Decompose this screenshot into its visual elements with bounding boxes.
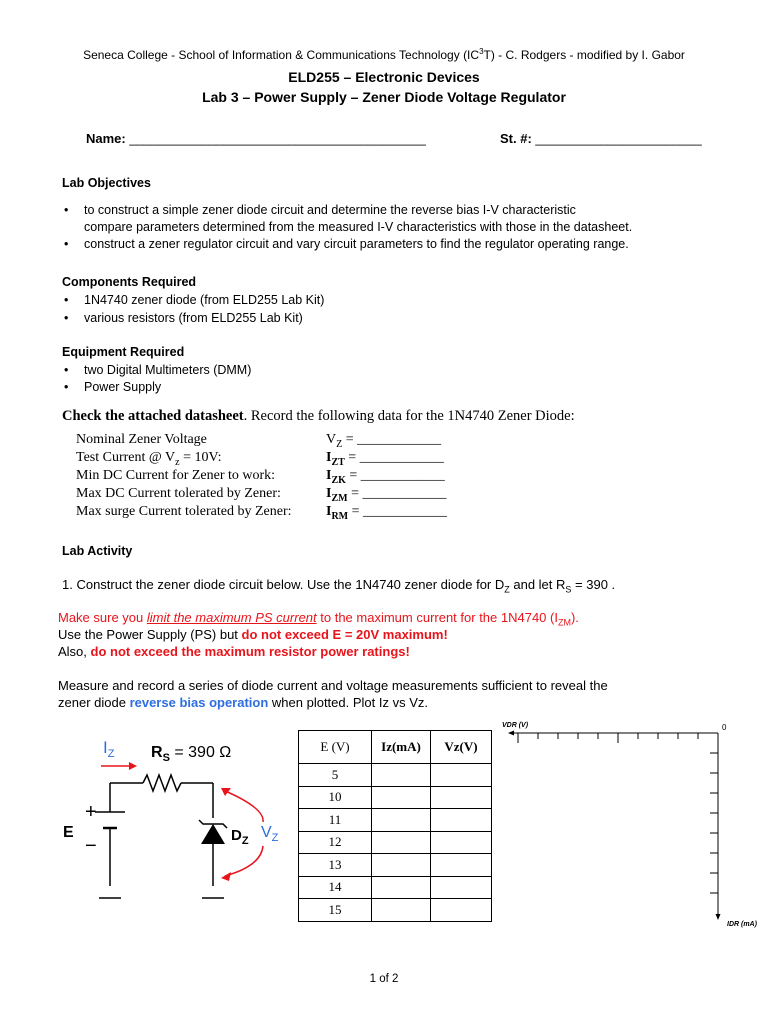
table-row: 13 (299, 854, 492, 877)
zener-diode-symbol (201, 824, 225, 844)
plus-sign: + (85, 801, 97, 823)
datasheet-row: Max DC Current tolerated by Zener: $I_{ZM}$ = ____________ (76, 486, 447, 504)
component-item: • various resistors (from ELD255 Lab Kit) (64, 311, 303, 325)
measure-instruction: Measure and record a series of diode current and voltage measurements sufficient to reveal the (58, 678, 608, 693)
x-axis-label: VDR (V) (502, 722, 529, 729)
zener-circuit-diagram (55, 728, 295, 918)
table-header: Iz(mA) (372, 731, 431, 764)
datasheet-row: Min DC Current for Zener to work: $I_{ZK}$ = ____________ (76, 468, 445, 486)
measure-instruction-2: zener diode reverse bias operation when plotted. Plot Iz vs Vz. (58, 695, 428, 710)
origin-label: 0 (722, 723, 727, 732)
resistor-symbol (143, 775, 181, 791)
iz-cell[interactable] (372, 854, 431, 877)
table-row: 10 (299, 786, 492, 809)
datasheet-row: Test Current @ $V_z = 10V$: $I_{ZT}$ = ____________ (76, 450, 444, 468)
step-1-text: 1. Construct the zener diode circuit below. Use the 1N4740 zener diode for $D_Z$ and let $R_S = 390$ . (62, 577, 616, 595)
rs-label: $R_S = 390$ Ω (151, 744, 232, 764)
iz-cell[interactable] (372, 764, 431, 787)
iz-cell[interactable] (372, 831, 431, 854)
vz-cell[interactable] (431, 786, 492, 809)
table-row: 12 (299, 831, 492, 854)
iz-cell[interactable] (372, 899, 431, 922)
measurement-table (298, 730, 492, 922)
table-row: 11 (299, 809, 492, 832)
table-row: 14 (299, 876, 492, 899)
equipment-heading: Equipment Required (62, 345, 185, 359)
vz-cell[interactable] (431, 809, 492, 832)
equipment-item: • Power Supply (64, 380, 162, 394)
institution-line: Seneca College - School of Information & Communications Technology $(IC^3T)$ - C. Rodgers - modified by I. Gabor (83, 47, 685, 62)
activity-heading: Lab Activity (62, 544, 133, 558)
vz-cell[interactable] (431, 899, 492, 922)
iz-cell[interactable] (372, 876, 431, 899)
vz-cell[interactable] (431, 854, 492, 877)
warning-current: Make sure you limit the maximum PS current to the maximum current for the 1N4740 $(I_{ZM})$. (58, 610, 579, 628)
datasheet-row: Nominal Zener Voltage $V_Z$ = ____________ (76, 432, 442, 450)
table-header: Vz(V) (431, 731, 492, 764)
vz-cell[interactable] (431, 764, 492, 787)
iz-cell[interactable] (372, 809, 431, 832)
table-row: 5 (299, 764, 492, 787)
component-item: • 1N4740 zener diode (from ELD255 Lab Kit) (64, 293, 325, 307)
page-number: 1 of 2 (369, 973, 399, 985)
datasheet-row: Max surge Current tolerated by Zener: $I_{RM}$ = ____________ (76, 504, 448, 522)
lab-title: Lab 3 – Power Supply – Zener Diode Voltage Regulator (202, 89, 566, 105)
warning-voltage: Use the Power Supply (PS) but do not exceed E = 20V maximum! (58, 627, 448, 642)
datasheet-intro: Check the attached datasheet. Record the following data for the 1N4740 Zener Diode: (62, 408, 575, 424)
table-row: 15 (299, 899, 492, 922)
axis-ticks (518, 733, 718, 893)
iz-label: $I_Z$ (103, 738, 115, 760)
y-axis-label: IDR (mA) (727, 921, 757, 928)
iv-plot-axes (500, 716, 768, 932)
name-field[interactable]: Name: _________________________________________ (86, 131, 426, 146)
table-header: E (V) (299, 731, 372, 764)
vz-cell[interactable] (431, 831, 492, 854)
student-number-field[interactable]: St. #: _______________________ (500, 131, 702, 146)
objectives-heading: Lab Objectives (62, 176, 151, 190)
iz-cell[interactable] (372, 786, 431, 809)
dz-label: $D_Z$ (231, 827, 249, 847)
components-heading: Components Required (62, 275, 197, 289)
vz-label: $V_Z$ (261, 824, 279, 844)
minus-sign: − (85, 835, 97, 857)
objective-item: • to construct a simple zener diode circuit and determine the reverse bias I-V characteristic compare parameters determined from the measured I-V characteristics with those in the datasheet. (64, 203, 633, 234)
objective-item: • construct a zener regulator circuit and vary circuit parameters to find the regulator operating range. (64, 237, 629, 251)
warning-power: Also, do not exceed the maximum resistor power ratings! (58, 644, 410, 659)
equipment-item: • two Digital Multimeters (DMM) (64, 363, 252, 377)
course-title: ELD255 – Electronic Devices (288, 69, 480, 85)
vz-cell[interactable] (431, 876, 492, 899)
e-label: E (63, 824, 74, 841)
